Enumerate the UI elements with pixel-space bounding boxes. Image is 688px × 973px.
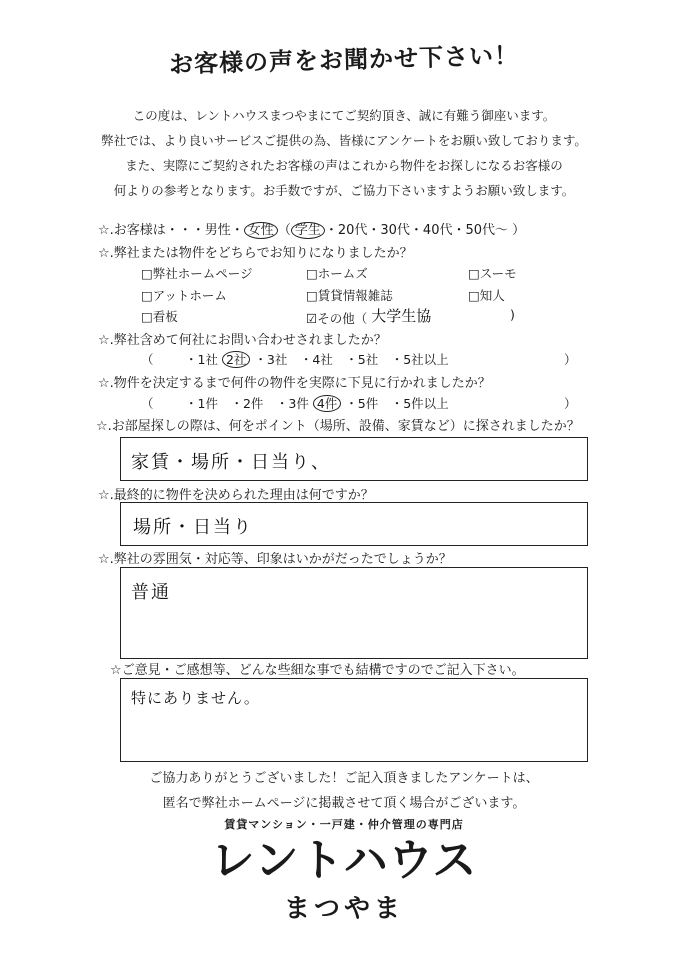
option-acquaintance[interactable]: □知人 — [468, 288, 505, 303]
answer-final-reason: 場所・日当り — [133, 517, 253, 538]
answer-box-comments[interactable] — [120, 678, 588, 762]
option-other-label: ☑その他（ — [306, 311, 368, 326]
question-customer-type — [98, 219, 525, 239]
question-comments: ☆ご意見・ご感想等、どんな些細な事でも結構ですのでご記入下さい。 — [110, 663, 525, 678]
company-logo-sub: まつやま — [283, 894, 404, 924]
viewing-selected-circle[interactable]: 4件 — [313, 395, 341, 412]
intro-line: この度は、レントハウスまつやまにてご契約頂き、誠に有難う御座います。 — [132, 108, 556, 123]
option-other[interactable] — [306, 307, 431, 328]
intro-text — [0, 103, 688, 203]
q1-ages: ・20代・30代・40代・50代〜 ） — [324, 223, 526, 238]
gender-selected-circle[interactable]: 女性 — [244, 222, 278, 239]
answer-impression: 普通 — [131, 582, 171, 603]
question-search-points: ☆.お部屋探しの際は、何をポイント（場所、設備、家賃など）に探されましたか？ — [96, 419, 580, 434]
q4-after: ・5件 ・5件以上 — [345, 396, 449, 411]
closing-message — [0, 766, 688, 816]
q3-open: （ — [141, 352, 154, 367]
q1-paren-open: （ — [277, 223, 291, 238]
answer-box-impression[interactable] — [120, 567, 588, 659]
q4-answers — [185, 394, 449, 412]
question-how-heard: ☆.弊社または物件をどちらでお知りになりましたか？ — [98, 246, 413, 261]
option-rental-magazine[interactable]: □賃貸情報雑誌 — [306, 288, 393, 303]
answer-comments: 特にありません。 — [131, 689, 260, 707]
closing-line: ご協力ありがとうございました！ご記入頂きましたアンケートは、 — [149, 771, 539, 786]
q4-close: ） — [564, 396, 577, 411]
company-tagline: 賃貸マンション・一戸建・仲介管理の専門店 — [224, 818, 464, 831]
option-athome[interactable]: □アットホーム — [141, 288, 227, 303]
survey-title: お客様の声をお聞かせ下さい！ — [168, 41, 520, 79]
inquiry-selected-circle[interactable]: 2社 — [222, 351, 250, 368]
closing-line: 匿名で弊社ホームページに掲載させて頂く場合がございます。 — [162, 796, 526, 811]
occupation-selected-circle[interactable]: 学生 — [291, 222, 325, 239]
q4-open: （ — [141, 396, 154, 411]
q1-prefix: ☆.お客様は・・・男性・ — [98, 223, 244, 238]
answer-search-points: 家賃・場所・日当り、 — [131, 452, 331, 473]
option-other-close: ) — [510, 307, 515, 322]
question-viewing-count: ☆.物件を決定するまで何件の物件を実際に下見に行かれましたか？ — [98, 376, 491, 391]
q4-before: ・1件 ・2件 ・3件 — [185, 396, 309, 411]
q3-after: ・3社 ・4社 ・5社 ・5社以上 — [254, 352, 449, 367]
option-homes[interactable]: □ホームズ — [306, 266, 368, 281]
question-impression: ☆.弊社の雰囲気・対応等、印象はいかがだったでしょうか？ — [98, 552, 452, 567]
q3-answers — [185, 350, 449, 368]
answer-box-search-points[interactable] — [120, 437, 588, 481]
option-signboard[interactable]: □看板 — [141, 309, 178, 324]
intro-line: また、実際にご契約されたお客様の声はこれから物件をお探しになるお客様の — [125, 158, 563, 173]
option-suumo[interactable]: □スーモ — [468, 266, 517, 281]
question-final-reason: ☆.最終的に物件を決められた理由は何ですか？ — [98, 488, 374, 503]
q3-before: ・1社 — [185, 352, 218, 367]
option-company-homepage[interactable]: □弊社ホームページ — [141, 266, 253, 281]
intro-line: 弊社では、より良いサービスご提供の為、皆様にアンケートをお願い致しております。 — [101, 133, 587, 148]
q3-close: ） — [564, 352, 577, 367]
intro-line: 何よりの参考となります。お手数ですが、ご協力下さいますようお願い致します。 — [113, 183, 575, 198]
answer-box-final-reason[interactable] — [120, 502, 588, 546]
company-logo: レントハウス — [210, 835, 478, 886]
option-other-answer: 大学生協 — [371, 307, 432, 325]
question-inquiry-count: ☆.弊社含めて何社にお問い合わせされましたか？ — [98, 333, 387, 348]
